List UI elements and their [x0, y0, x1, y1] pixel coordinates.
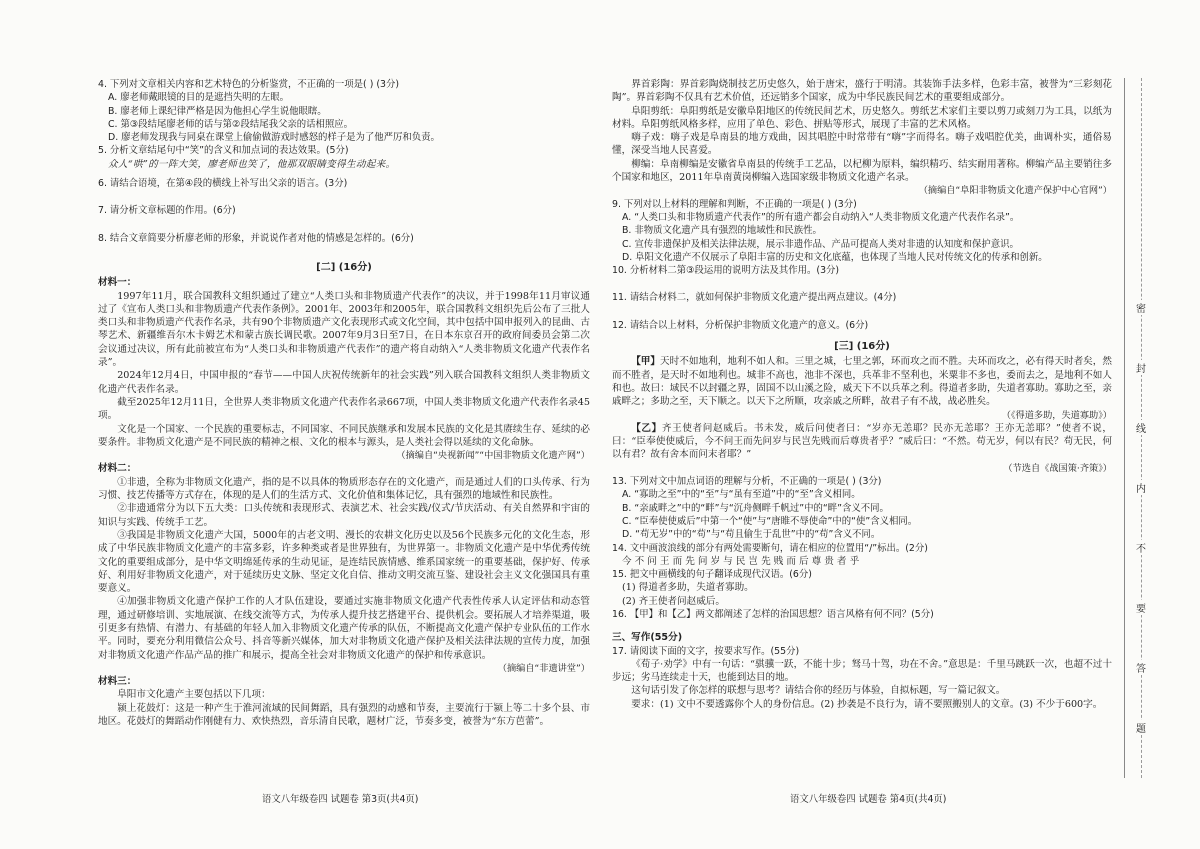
question-7: 7. 请分析文章标题的作用。(6分) — [98, 205, 236, 217]
binding-char: 内 — [1133, 480, 1149, 495]
q4-option-d: D. 廖老师发现我与同桌在课堂上偷偷做游戏时感怒的样子是为了他严厉和负责。 — [108, 132, 440, 144]
q9-option-a: A. “人类口头和非物质遗产代表作”的所有遗产都会自动纳入“人类非物质文化遗产代表作名录”。 — [622, 211, 1020, 223]
q9-option-d: D. 阜阳文化遗产不仅展示了阜阳丰富的历史和文化底蕴，也体现了当地人民对传统文化的传承和创新。 — [622, 251, 1048, 263]
binding-char: 封 — [1133, 360, 1149, 375]
material-1-label: 材料一： — [98, 277, 137, 289]
classical-text-jia — [612, 355, 1112, 408]
question-13: 13. 下列对文中加点词语的理解与分析，不正确的一项是( ) (3分) — [612, 476, 882, 488]
material-1-source: （摘编自“央视新闻”“中国非物质文化遗产网”） — [396, 450, 590, 462]
question-6: 6. 请结合语境，在第④段的横线上补写出父亲的语言。(3分) — [98, 178, 348, 190]
binding-char: 密 — [1133, 300, 1149, 315]
material-3-label: 材料三： — [98, 676, 137, 688]
q17-prompt: 这句话引发了你怎样的联想与思考？请结合你的经历与体验，自拟标题，写一篇记叙文。 — [631, 685, 1006, 697]
material-1-para: 1997年11月，联合国教科文组织通过了建立“人类口头和非物质遗产代表作”的决议，并于1998年11月审议通过了《宣布人类口头和非物质遗产代表作条例》。2001年、2003年和2005年，联合国教科文组织先后公布了三批人类口头和非物质遗产代表作名录，共有90个非物质遗产文化表现形式或文化空间，其中包括中国申报列入的昆曲、古琴艺术、新疆维吾尔木卡姆艺术和蒙古族长调民歌。2007年9月3日至7日，在日本东京召开的政府间委员会第二次会议通过决议，所有此前被宣布为“人类口头和非物质遗产代表作”的遗产将自动纳入“人类非物质文化遗产代表作名录”。 — [98, 290, 590, 369]
binding-char: 答 — [1133, 660, 1149, 675]
material-2-para: ③我国是非物质文化遗产大国，5000年的古老文明、漫长的农耕文化历史以及56个民族多元化的文化生态，形成了中华民族非物质文化遗产的丰富多彩，许多种类或者是世界独有，为世界第一。非物质文化遗产是中华优秀传统文化的重要组成部分，是中华文明绵延传承的生动见证，是连结民族情感、维系国家统一的重要基础，保护好、传承好、利用好非物质文化遗产，对于延续历史文脉、坚定文化自信、推动文明交流互鉴、建设社会主义文化强国具有重要意义。 — [98, 529, 590, 595]
question-14: 14. 文中画波浪线的部分有两处需要断句，请在相应的位置用“/”标出。(2分) — [612, 542, 928, 554]
q4-option-b: B. 廖老师上课纪律严格是因为他担心学生说他眼瞎。 — [108, 105, 327, 117]
material-3-item: 柳编：阜南柳编是安徽省阜南县的传统手工艺品，以杞柳为原料，编织精巧、结实耐用著称。柳编产品主要销往多个国家和地区，2011年阜南黄岗柳编入选国家级非物质文化遗产名录。 — [612, 158, 1112, 184]
q15-item-2: (2) 齐王使者问赵威后。 — [622, 595, 725, 607]
classical-text-yi — [612, 422, 1112, 462]
binding-char: 不 — [1133, 540, 1149, 555]
material-3-item: 阜阳剪纸：阜阳剪纸是安徽阜阳地区的传统民间艺术，历史悠久。剪纸艺术家们主要以剪刀或刻刀为工具，以纸为材料。阜阳剪纸风格多样，应用了单色、彩色、拼贴等形式，展现了丰富的艺术风格。 — [612, 105, 1112, 130]
binding-char: 要 — [1133, 600, 1149, 615]
q17-quote: 《荀子·劝学》中有一句话：“骐骥一跃，不能十步；驽马十驾，功在不舍。”意思是：千里马跳跃一次，也超不过十步远；劣马连续走十天，也能到达目的地。 — [612, 658, 1112, 684]
question-9: 9. 下列对以上材料的理解和判断，不正确的一项是( ) (3分) — [612, 198, 857, 210]
material-2-source: （摘编自“非遗讲堂”） — [497, 662, 590, 674]
material-1-para: 2024年12月4日，中国申报的“春节——中国人庆祝传统新年的社会实践”列入联合国教科文组织人类非物质文化遗产代表作名录。 — [98, 370, 590, 395]
question-11: 11. 请结合材料二，就如何保护非物质文化遗产提出两点建议。(4分) — [612, 292, 897, 304]
text-jia-body: 天时不如地利，地利不如人和。三里之城，七里之郭，环而攻之而不胜。夫环而攻之，必有得天时者矣，然而不胜者，是天时不如地利也。城非不高也，池非不深也，兵革非不坚利也，米粟非不多也，委而去之，是地利不如人和也。故曰：域民不以封疆之界，固国不以山溪之险，威天下不以兵革之利。得道者多助，失道者寡助。寡助之至，亲戚畔之；多助之至，天下顺之。以天下之所顺，攻亲戚之所畔，故君子有不战，战必胜矣。 — [612, 356, 1113, 408]
q13-option-d: D. “苟无岁”中的“苟”与“苟且偷生于乱世”中的“苟”含义不同。 — [622, 529, 881, 541]
question-5: 5. 分析文章结尾句中“笑”的含义和加点词的表达效果。(5分) — [98, 145, 349, 157]
material-3-intro: 阜阳市文化遗产主要包括以下几项： — [117, 689, 271, 701]
material-3-source: （摘编自“阜阳非物质文化遗产保护中心官网”） — [918, 185, 1112, 197]
question-17: 17. 请阅读下面的文字，按要求写作。(55分) — [612, 645, 800, 657]
q5-handwritten-answer: 众人“哄”的一阵大笑，廖老师也笑了，他那双眼睛变得生动起来。 — [108, 158, 396, 170]
material-3-item: 颍上花鼓灯：这是一种产生于淮河流域的民间舞蹈，具有强烈的动感和节奏，主要流行于颍上等二十多个县、市地区。花鼓灯的舞蹈动作刚健有力、欢快热烈，音乐清自民歌，题材广泛，节奏多变，被誉为“东方芭蕾”。 — [98, 702, 590, 728]
left-page-footer: 语文八年级卷四 试题卷 第3页(共4页) — [262, 794, 419, 805]
right-page — [612, 78, 1112, 711]
binding-margin — [1124, 78, 1159, 778]
text-jia-source: （《得道多助，失道寡助》） — [1001, 409, 1112, 421]
text-jia-tag: 【甲】 — [631, 356, 661, 368]
q13-option-c: C. “臣奉使使威后”中第一个“使”与“唐睢不辱使命”中的“使”含义相同。 — [622, 515, 918, 527]
question-8: 8. 结合文章简要分析廖老师的形象，并说说作者对他的情感是怎样的。(6分) — [98, 232, 414, 244]
q4-option-c: C. 第③段结尾廖老师的话与第②段结尾我父亲的话相照应。 — [108, 118, 353, 130]
question-4: 4. 下列对文章相关内容和艺术特色的分析鉴赏，不正确的一项是( ) (3分) — [98, 79, 399, 90]
section-2-heading: [二] (16分) — [316, 261, 372, 273]
question-16: 16. 【甲】和【乙】两文都阐述了怎样的治国思想？语言风格有何不同？(5分) — [612, 608, 934, 620]
q13-option-a: A. “寡助之至”中的“至”与“虽有至道”中的“至”含义相同。 — [622, 489, 861, 501]
binding-char: 题 — [1133, 720, 1149, 735]
right-page-footer: 语文八年级卷四 试题卷 第4页(共4页) — [790, 794, 947, 805]
q9-option-b: B. 非物质文化遗产具有强烈的地域性和民族性。 — [622, 225, 822, 237]
q9-option-c: C. 宣传非遗保护及相关法律法规，展示非遗作品、产品可提高人类对非遗的认知度和保护意识。 — [622, 238, 1019, 250]
section-3-heading: [三] (16分) — [834, 341, 890, 353]
q15-item-1: (1) 得道者多助，失道者寡助。 — [622, 582, 754, 594]
q4-option-a: A. 廖老师戴眼镜的目的是遮挡失明的左眼。 — [108, 92, 289, 104]
material-2-para: ④加强非物质文化遗产保护工作的人才队伍建设，要通过实施非物质文化遗产代表性传承人认定评估和动态管理，通过研修培训、实地展演、在线交流等方式，为传承人提升技艺搭建平台、提供机会。要拓展人才培养渠道，吸引更多有热情、有潜力、有基础的年轻人加入非物质文化遗产传承的队伍，不断提高文化遗产保护专业队伍的工作水平。同时，要充分利用微信公众号、抖音等新兴媒体，加大对非物质文化遗产保护及相关法律法规的宣传力度，加强对非物质文化遗产作品产品的推广和展示，提高全社会对非物质文化遗产的保护和传承意识。 — [98, 596, 590, 661]
left-page — [98, 78, 590, 728]
material-2-para: ①非遗，全称为非物质文化遗产，指的是不以具体的物质形态存在的文化遗产，而是通过人们的口头传承、行为习惯、技艺传播等方式存在，体现的是人们的生活方式、文化价值和集体记忆，具有强烈的地域性和民族性。 — [98, 476, 590, 502]
material-2-para: ②非遗通常分为以下五大类：口头传统和表现形式、表演艺术、社会实践/仪式/节庆活动、有关自然界和宇宙的知识与实践、传统手工艺。 — [98, 503, 590, 528]
material-3-item: 嗨子戏：嗨子戏是阜南县的地方戏曲，因其唱腔中时常带有“嗨”字而得名。嗨子戏唱腔优美，曲调朴实，通俗易懂，深受当地人民喜爱。 — [612, 132, 1112, 157]
material-2-label: 材料二： — [98, 463, 137, 475]
writing-section-heading: 三、写作(55分) — [612, 632, 683, 644]
question-12: 12. 请结合以上材料，分析保护非物质文化遗产的意义。(6分) — [612, 319, 869, 331]
material-1-para: 文化是一个国家、一个民族的重要标志，不同国家、不同民族继承和发展本民族的文化是其赓续生存、延续的必要条件。非物质文化遗产是不同民族的精神之根、文化的根本与源头，是人类社会得以延续的文化命脉。 — [98, 423, 590, 448]
material-1-para: 截至2025年12月11日，全世界人类非物质文化遗产代表作名录667项，中国人类非物质文化遗产代表作名录45项。 — [98, 396, 590, 422]
question-15: 15. 把文中画横线的句子翻译成现代汉语。(6分) — [612, 569, 812, 581]
question-10: 10. 分析材料二第③段运用的说明方法及其作用。(3分) — [612, 265, 840, 277]
binding-char: 线 — [1133, 420, 1149, 435]
material-3-item: 界首彩陶：界首彩陶烧制技艺历史悠久，始于唐宋，盛行于明清。其装饰手法多样，色彩丰富，被誉为“三彩刻花陶”。界首彩陶不仅具有艺术价值，还远销多个国家，成为中华民族民间艺术的重要组成部分。 — [612, 79, 1112, 104]
q13-option-b: B. “亲戚畔之”中的“畔”与“沉舟侧畔千帆过”中的“畔”含义不同。 — [622, 502, 889, 514]
text-yi-source: （节选自《战国策·齐策》） — [1003, 462, 1112, 474]
q17-requirements: 要求：(1) 文中不要透露你个人的身份信息。(2) 抄袭是不良行为，请不要照搬别人的文章。(3) 不少于600字。 — [631, 698, 1103, 710]
q14-sentence: 今 不 问 王 而 先 问 岁 与 民 岂 先 贱 而 后 尊 贵 者 乎 — [622, 555, 860, 567]
text-yi-body: 齐王使者问赵威后。书未发，威后问使者曰：“岁亦无恙耶？民亦无恙耶？王亦无恙耶？”使者不说，曰：“臣奉使使威后，今不问王而先问岁与民岂先贱而后尊贵者乎？”威后曰：“不然。苟无岁，何以有民？苟无民，何以有君？故有舍本而问末者耶？” — [612, 422, 1113, 461]
text-yi-tag: 【乙】 — [631, 422, 662, 434]
